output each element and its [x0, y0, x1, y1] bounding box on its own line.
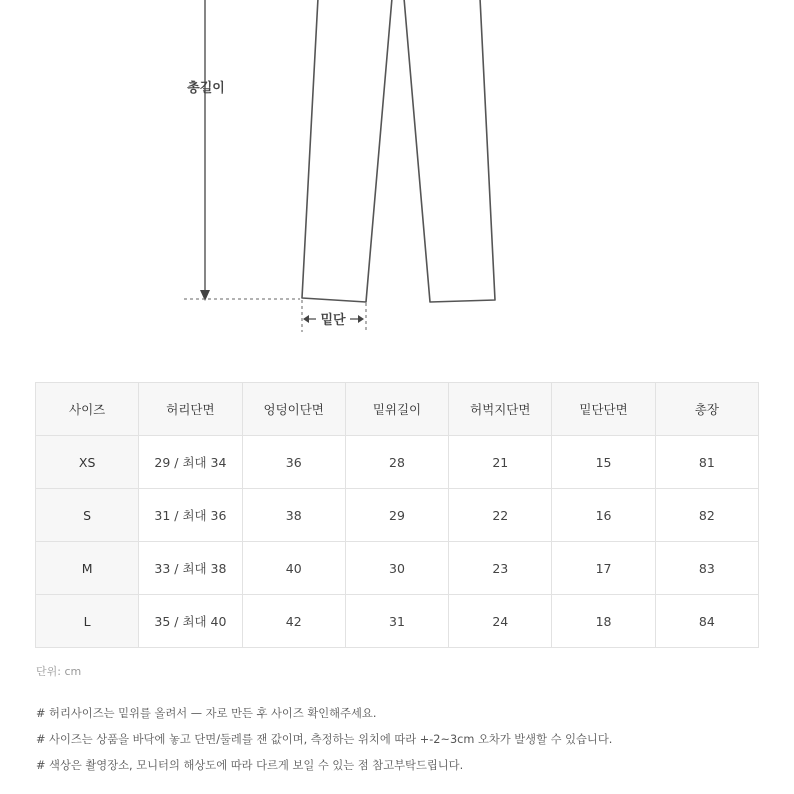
- header-rise: 밑위길이: [345, 383, 448, 436]
- header-total-length: 총장: [655, 383, 758, 436]
- header-waist: 허리단면: [139, 383, 242, 436]
- table-cell: 30: [345, 542, 448, 595]
- table-cell: 15: [552, 436, 655, 489]
- table-cell: 29 / 최대 34: [139, 436, 242, 489]
- notes-list: [36, 706, 612, 784]
- table-cell: 31 / 최대 36: [139, 489, 242, 542]
- header-hip: 엉덩이단면: [242, 383, 345, 436]
- table-row: [36, 489, 759, 542]
- pants-outline: [302, 0, 495, 302]
- table-header-row: [36, 383, 759, 436]
- table-cell: 33 / 최대 38: [139, 542, 242, 595]
- note-measurement-tolerance: # 사이즈는 상품을 바닥에 놓고 단면/둘레를 잰 값이며, 측정하는 위치에 따라 +-2~3cm 오차가 발생할 수 있습니다.: [36, 733, 613, 746]
- table-cell: 29: [345, 489, 448, 542]
- size-cell: M: [36, 542, 139, 595]
- size-cell: L: [36, 595, 139, 648]
- table-cell: 42: [242, 595, 345, 648]
- note-waist-measure: # 허리사이즈는 밑위를 올려서 — 자로 만든 후 사이즈 확인해주세요.: [36, 707, 377, 720]
- hem-label: 밑단: [320, 313, 346, 328]
- left-leg-outline: [302, 0, 392, 302]
- unit-note: 단위: cm: [36, 665, 82, 678]
- table-cell: 40: [242, 542, 345, 595]
- table-row: [36, 595, 759, 648]
- header-hem: 밑단단면: [552, 383, 655, 436]
- table-row: [36, 542, 759, 595]
- table-cell: 17: [552, 542, 655, 595]
- right-leg-outline: [404, 0, 495, 302]
- table-cell: 21: [449, 436, 552, 489]
- header-size: 사이즈: [36, 383, 139, 436]
- size-cell: XS: [36, 436, 139, 489]
- table-cell: 38: [242, 489, 345, 542]
- table-cell: 24: [449, 595, 552, 648]
- table-cell: 82: [655, 489, 758, 542]
- total-length-label: 총길이: [187, 81, 225, 96]
- table-cell: 36: [242, 436, 345, 489]
- table-cell: 81: [655, 436, 758, 489]
- table-cell: 18: [552, 595, 655, 648]
- header-thigh: 허벅지단면: [449, 383, 552, 436]
- table-cell: 22: [449, 489, 552, 542]
- total-length-arrow: [200, 0, 210, 301]
- table-cell: 31: [345, 595, 448, 648]
- size-table: [35, 382, 759, 648]
- size-cell: S: [36, 489, 139, 542]
- pants-measurement-diagram: [0, 0, 794, 360]
- table-cell: 83: [655, 542, 758, 595]
- table-cell: 35 / 최대 40: [139, 595, 242, 648]
- table-row: [36, 436, 759, 489]
- table-cell: 28: [345, 436, 448, 489]
- note-color-variation: # 색상은 촬영장소, 모니터의 해상도에 따라 다르게 보일 수 있는 점 참고부탁드립니다.: [36, 759, 464, 772]
- table-cell: 23: [449, 542, 552, 595]
- table-cell: 84: [655, 595, 758, 648]
- table-cell: 16: [552, 489, 655, 542]
